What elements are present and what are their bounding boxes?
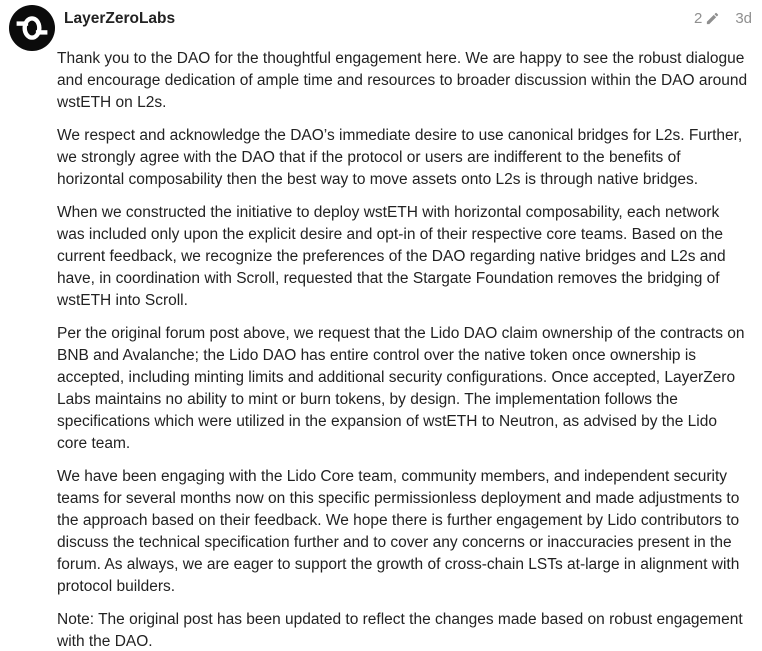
pencil-icon	[705, 12, 720, 26]
post-header	[57, 8, 762, 30]
post-body	[57, 48, 748, 651]
post-meta	[694, 8, 752, 30]
post-paragraph: When we constructed the initiative to deploy wstETH with horizontal composability, each network was included only upon the explicit desire and opt-in of their respective core teams. Based on the current feedback, we recognize the preferences of the DAO regarding native bridges and L2s and have, in coordination with Scroll, requested that the Stargate Foundation removes the bridging of wstETH into Scroll.	[57, 204, 726, 309]
post-content	[57, 5, 762, 651]
edit-history-button[interactable]	[694, 8, 720, 30]
post-age: 3d	[735, 10, 752, 27]
post-paragraph: We have been engaging with the Lido Core team, community members, and independent security teams for several months now on this specific permissionless deployment and made adjustments to the approach based on their feedback. We hope there is further engagement by Lido contributors to discuss the technical specification further and to cover any concerns or inaccuracies present in the forum. As always, we are eager to support the growth of cross-chain LSTs at-large in alignment with protocol builders.	[57, 468, 740, 595]
post-author-username[interactable]: LayerZeroLabs	[64, 10, 176, 27]
post-paragraph: We respect and acknowledge the DAO’s immediate desire to use canonical bridges for L2s. Further, we strongly agree with the DAO that if the protocol or users are indifferent to the benefits of horizontal composability then the best way to move assets onto L2s is through native bridges.	[57, 127, 743, 188]
layerzero-logo-icon	[9, 5, 55, 51]
post-paragraph: Thank you to the DAO for the thoughtful engagement here. We are happy to see the robust dialogue and encourage dedication of ample time and resources to broader discussion within the DAO around wstETH on L2s.	[57, 50, 748, 111]
post-paragraph: Note: The original post has been updated to reflect the changes made based on robust engagement with the DAO.	[57, 611, 743, 650]
avatar[interactable]	[9, 5, 55, 51]
post-paragraph: Per the original forum post above, we request that the Lido DAO claim ownership of the contracts on BNB and Avalanche; the Lido DAO has entire control over the native token once ownership is accepted, including minting limits and additional security configurations. Once accepted, LayerZero Labs maintains no ability to mint or burn tokens, by design. The implementation follows the specifications which were utilized in the expansion of wstETH to Neutron, as advised by the Lido core team.	[57, 325, 745, 452]
edit-count: 2	[693, 10, 703, 27]
